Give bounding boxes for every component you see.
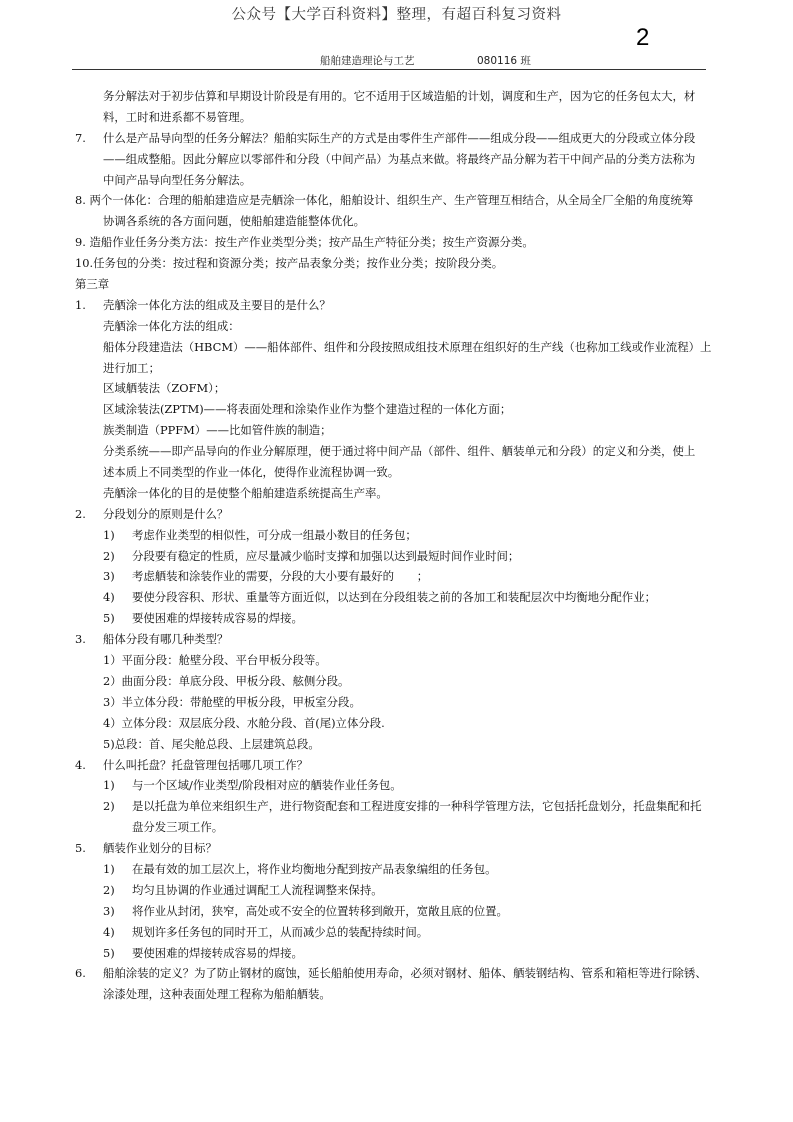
line-text: 在最有效的加工层次上，将作业均衡地分配到按产品表象编组的任务包。 <box>132 861 497 876</box>
page-number: 2 <box>636 24 650 51</box>
text-line <box>75 190 735 211</box>
text-line <box>75 378 735 399</box>
header-title: 船舶建造理论与工艺 <box>320 55 415 67</box>
text-line <box>75 650 735 671</box>
text-line <box>75 859 735 880</box>
text-line <box>75 128 735 149</box>
line-text: 要使困难的焊接转成容易的焊接。 <box>132 611 303 626</box>
line-text: 分段要有稳定的性质，应尽量减少临时支撑和加强以达到最短时间作业时间； <box>132 548 520 563</box>
line-text: 9. 造船作业任务分类方法：按生产作业类型分类；按产品生产特征分类；按生产资源分类。 <box>75 235 534 250</box>
text-line <box>75 504 735 525</box>
line-text: 进行加工； <box>103 360 160 375</box>
line-text: 协调各系统的各方面问题，使船舶建造能整体优化。 <box>103 214 365 229</box>
text-line <box>75 671 735 692</box>
line-text: 将作业从封闭，狭窄，高处或不安全的位置转移到敞开，宽敞且底的位置。 <box>132 903 508 918</box>
text-line <box>75 838 735 859</box>
text-line <box>75 880 735 901</box>
line-text: 壳舾涂一体化的目的是使整个船舶建造系统提高生产率。 <box>103 485 388 500</box>
item-number: 5) <box>103 611 115 626</box>
text-line <box>75 629 735 650</box>
line-text: 3）半立体分段：带舱壁的甲板分段，甲板室分段。 <box>103 694 361 709</box>
text-line <box>75 86 735 107</box>
text-line <box>75 796 735 817</box>
line-text: 5)总段：首、尾尖舱总段、上层建筑总段。 <box>103 736 320 751</box>
line-text: 舾装作业划分的目标？ <box>103 841 217 856</box>
line-text: 第三章 <box>75 277 110 292</box>
item-number: 2. <box>75 506 86 521</box>
line-text: 壳舾涂一体化方法的组成： <box>103 318 240 333</box>
text-line <box>75 211 735 232</box>
text-line <box>75 943 735 964</box>
line-text: 壳舾涂一体化方法的组成及主要目的是什么？ <box>103 297 331 312</box>
text-line <box>75 525 735 546</box>
item-number: 2) <box>103 799 115 814</box>
header-class: 080116 班 <box>477 55 531 67</box>
item-number: 7. <box>75 130 86 145</box>
line-text: 8. 两个一体化：合理的船舶建造应是壳舾涂一体化，船舶设计、组织生产、生产管理互相结合，从全局全厂全船的角度统筹 <box>75 193 694 208</box>
header-rule <box>72 69 706 70</box>
text-line <box>75 462 735 483</box>
line-text: 要使分段容积、形状、重量等方面近似，以达到在分段组装之前的各加工和装配层次中均衡地分配作业； <box>132 590 656 605</box>
line-text: 船体分段建造法（HBCM）——船体部件、组件和分段按照成组技术原理在组织好的生产线（也称加工线或作业流程）上 <box>103 339 712 354</box>
text-line <box>75 253 735 274</box>
text-line <box>75 483 735 504</box>
text-line <box>75 274 735 295</box>
text-line <box>75 420 735 441</box>
text-line <box>75 692 735 713</box>
text-line <box>75 107 735 128</box>
item-number: 5. <box>75 841 86 856</box>
line-text: 区域舾装法（ZOFM）； <box>103 381 226 396</box>
text-line <box>75 232 735 253</box>
item-number: 4) <box>103 590 115 605</box>
item-number: 2) <box>103 882 115 897</box>
text-line <box>75 901 735 922</box>
line-text: 述本质上不同类型的作业一体化，使得作业流程协调一致。 <box>103 465 400 480</box>
text-line <box>75 713 735 734</box>
text-line <box>75 817 735 838</box>
line-text: ——组成整船。因此分解应以零部件和分段（中间产品）为基点来做。将最终产品分解为若干中间产品的分类方法称为 <box>103 151 696 166</box>
text-line <box>75 441 735 462</box>
line-text: 考虑舾装和涂装作业的需要，分段的大小要有最好的 ； <box>132 569 429 584</box>
item-number: 1) <box>103 527 115 542</box>
line-text: 2）曲面分段：单底分段、甲板分段、舷侧分段。 <box>103 673 350 688</box>
text-line <box>75 587 735 608</box>
item-number: 2) <box>103 548 115 563</box>
line-text: 什么叫托盘？托盘管理包括哪几项工作？ <box>103 757 309 772</box>
text-line <box>75 755 735 776</box>
text-line <box>75 399 735 420</box>
text-line <box>75 734 735 755</box>
line-text: 4）立体分段：双层底分段、水舱分段、首(尾)立体分段. <box>103 715 385 730</box>
item-number: 1. <box>75 297 86 312</box>
text-line <box>75 566 735 587</box>
line-text: 盘分发三项工作。 <box>132 820 224 835</box>
text-line <box>75 775 735 796</box>
item-number: 6. <box>75 966 86 981</box>
text-line <box>75 984 735 1005</box>
text-line <box>75 922 735 943</box>
line-text: 务分解法对于初步估算和早期设计阶段是有用的。它不适用于区域造船的计划，调度和生产，因为它的任务包太大，材 <box>103 89 696 103</box>
line-text: 区域涂装法(ZPTM)——将表面处理和涂染作业作为整个建造过程的一体化方面； <box>103 402 512 417</box>
text-line <box>75 546 735 567</box>
line-text: 规划许多任务包的同时开工，从而减少总的装配持续时间。 <box>132 924 429 939</box>
text-line <box>75 149 735 170</box>
line-text: 船体分段有哪几种类型？ <box>103 632 229 647</box>
line-text: 10.任务包的分类：按过程和资源分类；按产品表象分类；按作业分类；按阶段分类。 <box>75 256 504 271</box>
line-text: 考虑作业类型的相似性，可分成一组最小数目的任务包； <box>132 527 417 542</box>
item-number: 5) <box>103 945 115 960</box>
document-body <box>75 86 735 1005</box>
item-number: 4) <box>103 924 115 939</box>
line-text: 分段划分的原则是什么？ <box>103 506 229 521</box>
text-line <box>75 316 735 337</box>
line-text: 分类系统——即产品导向的作业分解原理，便于通过将中间产品（部件、组件、舾装单元和分段）的定义和分类，使上 <box>103 444 696 459</box>
text-line <box>75 170 735 191</box>
item-number: 3) <box>103 569 115 584</box>
line-text: 均匀且协调的作业通过调配工人流程调整来保持。 <box>132 882 383 897</box>
text-line <box>75 963 735 984</box>
text-line <box>75 295 735 316</box>
line-text: 船舶涂装的定义？为了防止钢材的腐蚀，延长船舶使用寿命，必须对钢材、船体、舾装钢结构、管系和箱柜等进行除锈、 <box>103 966 707 981</box>
text-line <box>75 358 735 379</box>
item-number: 3) <box>103 903 115 918</box>
text-line <box>75 608 735 629</box>
line-text: 料，工时和进系都不易管理。 <box>103 109 252 124</box>
line-text: 族类制造（PPFM）——比如管件族的制造； <box>103 423 332 438</box>
item-number: 3. <box>75 632 86 647</box>
line-text: 涂漆处理，这种表面处理工程称为船舶舾装。 <box>103 987 331 1002</box>
line-text: 与一个区域/作业类型/阶段相对应的舾装作业任务包。 <box>132 778 402 793</box>
item-number: 1) <box>103 778 115 793</box>
line-text: 1）平面分段：舱壁分段、平台甲板分段等。 <box>103 653 327 668</box>
line-text: 是以托盘为单位来组织生产，进行物资配套和工程进度安排的一种科学管理方法，它包括托盘划分，托盘集配和托 <box>132 799 702 814</box>
line-text: 要使困难的焊接转成容易的焊接。 <box>132 945 303 960</box>
line-text: 中间产品导向型任务分解法。 <box>103 172 252 187</box>
item-number: 4. <box>75 757 86 772</box>
text-line <box>75 337 735 358</box>
watermark-banner: 公众号【大学百科资料】整理，有超百科复习资料 <box>231 7 562 23</box>
line-text: 什么是产品导向型的任务分解法？船舶实际生产的方式是由零件生产部件——组成分段——组成更大的分段或立体分段 <box>103 130 696 145</box>
item-number: 1) <box>103 861 115 876</box>
